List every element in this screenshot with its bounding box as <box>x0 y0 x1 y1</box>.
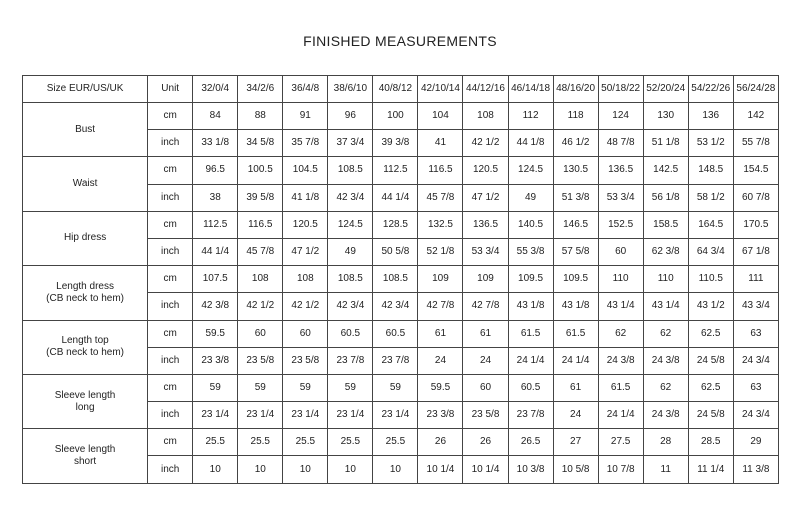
value-cell: 61 <box>418 320 463 347</box>
value-cell: 10 7/8 <box>598 456 643 483</box>
value-cell: 38 <box>193 184 238 211</box>
value-cell: 59 <box>193 374 238 401</box>
value-cell: 142.5 <box>643 157 688 184</box>
value-cell: 25.5 <box>193 429 238 456</box>
value-cell: 10 <box>238 456 283 483</box>
value-cell: 107.5 <box>193 266 238 293</box>
size-column-header: 50/18/22 <box>598 76 643 103</box>
value-cell: 62 <box>643 374 688 401</box>
value-cell: 108.5 <box>373 266 418 293</box>
value-cell: 43 1/2 <box>688 293 733 320</box>
size-column-header: 32/0/4 <box>193 76 238 103</box>
value-cell: 108 <box>283 266 328 293</box>
value-cell: 59 <box>328 374 373 401</box>
value-cell: 55 7/8 <box>733 130 778 157</box>
size-column-header: 54/22/26 <box>688 76 733 103</box>
value-cell: 124.5 <box>508 157 553 184</box>
value-cell: 60 <box>463 374 508 401</box>
value-cell: 24 5/8 <box>688 402 733 429</box>
value-cell: 110 <box>643 266 688 293</box>
size-column-header: 48/16/20 <box>553 76 598 103</box>
value-cell: 24 <box>553 402 598 429</box>
value-cell: 26 <box>463 429 508 456</box>
value-cell: 10 1/4 <box>463 456 508 483</box>
measurements-body <box>23 103 779 484</box>
value-cell: 60 <box>283 320 328 347</box>
measurement-label-line: Length dress <box>56 280 114 292</box>
value-cell: 10 <box>193 456 238 483</box>
measurement-label <box>23 429 148 483</box>
value-cell: 25.5 <box>283 429 328 456</box>
value-cell: 152.5 <box>598 211 643 238</box>
page-title: FINISHED MEASUREMENTS <box>303 33 497 49</box>
table-row <box>23 211 779 238</box>
value-cell: 46 1/2 <box>553 130 598 157</box>
value-cell: 28.5 <box>688 429 733 456</box>
value-cell: 104 <box>418 103 463 130</box>
unit-cell: cm <box>148 374 193 401</box>
value-cell: 60 7/8 <box>733 184 778 211</box>
value-cell: 43 1/4 <box>598 293 643 320</box>
size-column-header: 40/8/12 <box>373 76 418 103</box>
value-cell: 26.5 <box>508 429 553 456</box>
value-cell: 24 3/8 <box>643 402 688 429</box>
unit-cell: cm <box>148 211 193 238</box>
value-cell: 42 1/2 <box>238 293 283 320</box>
value-cell: 120.5 <box>283 211 328 238</box>
value-cell: 45 7/8 <box>418 184 463 211</box>
value-cell: 132.5 <box>418 211 463 238</box>
value-cell: 128.5 <box>373 211 418 238</box>
value-cell: 25.5 <box>328 429 373 456</box>
measurement-label-line: Hip dress <box>63 232 107 244</box>
value-cell: 53 1/2 <box>688 130 733 157</box>
value-cell: 109.5 <box>508 266 553 293</box>
value-cell: 10 <box>328 456 373 483</box>
value-cell: 25.5 <box>238 429 283 456</box>
size-column-header: 46/14/18 <box>508 76 553 103</box>
value-cell: 42 1/2 <box>283 293 328 320</box>
value-cell: 44 1/4 <box>373 184 418 211</box>
unit-header: Unit <box>148 76 193 103</box>
value-cell: 118 <box>553 103 598 130</box>
size-column-header: 44/12/16 <box>463 76 508 103</box>
value-cell: 23 3/8 <box>418 402 463 429</box>
value-cell: 60 <box>238 320 283 347</box>
value-cell: 108 <box>463 103 508 130</box>
value-cell: 24 5/8 <box>688 347 733 374</box>
value-cell: 100.5 <box>238 157 283 184</box>
value-cell: 23 7/8 <box>508 402 553 429</box>
value-cell: 108.5 <box>328 157 373 184</box>
value-cell: 140.5 <box>508 211 553 238</box>
unit-cell: cm <box>148 266 193 293</box>
value-cell: 59.5 <box>418 374 463 401</box>
value-cell: 108 <box>238 266 283 293</box>
value-cell: 24 1/4 <box>598 402 643 429</box>
value-cell: 58 1/2 <box>688 184 733 211</box>
value-cell: 158.5 <box>643 211 688 238</box>
value-cell: 43 1/8 <box>553 293 598 320</box>
header-row <box>23 76 779 103</box>
value-cell: 124.5 <box>328 211 373 238</box>
value-cell: 35 7/8 <box>283 130 328 157</box>
measurement-label <box>23 103 148 157</box>
value-cell: 62.5 <box>688 320 733 347</box>
value-cell: 24 3/8 <box>643 347 688 374</box>
value-cell: 53 3/4 <box>598 184 643 211</box>
value-cell: 39 5/8 <box>238 184 283 211</box>
value-cell: 11 3/8 <box>733 456 778 483</box>
measurements-table <box>22 75 779 484</box>
value-cell: 109 <box>418 266 463 293</box>
value-cell: 10 5/8 <box>553 456 598 483</box>
unit-cell: cm <box>148 103 193 130</box>
value-cell: 33 1/8 <box>193 130 238 157</box>
value-cell: 10 1/4 <box>418 456 463 483</box>
value-cell: 96.5 <box>193 157 238 184</box>
value-cell: 88 <box>238 103 283 130</box>
value-cell: 124 <box>598 103 643 130</box>
value-cell: 62.5 <box>688 374 733 401</box>
value-cell: 136.5 <box>463 211 508 238</box>
value-cell: 142 <box>733 103 778 130</box>
value-cell: 44 1/8 <box>508 130 553 157</box>
value-cell: 52 1/8 <box>418 238 463 265</box>
value-cell: 28 <box>643 429 688 456</box>
table-row <box>23 320 779 347</box>
value-cell: 23 1/4 <box>238 402 283 429</box>
value-cell: 24 1/4 <box>553 347 598 374</box>
value-cell: 10 3/8 <box>508 456 553 483</box>
value-cell: 10 <box>283 456 328 483</box>
value-cell: 108.5 <box>328 266 373 293</box>
value-cell: 61.5 <box>508 320 553 347</box>
value-cell: 116.5 <box>418 157 463 184</box>
size-column-header: 34/2/6 <box>238 76 283 103</box>
value-cell: 47 1/2 <box>283 238 328 265</box>
value-cell: 170.5 <box>733 211 778 238</box>
value-cell: 59 <box>283 374 328 401</box>
measurement-label-line: Sleeve length <box>54 443 116 455</box>
value-cell: 53 3/4 <box>463 238 508 265</box>
value-cell: 59 <box>373 374 418 401</box>
value-cell: 136 <box>688 103 733 130</box>
value-cell: 23 1/4 <box>328 402 373 429</box>
value-cell: 24 <box>463 347 508 374</box>
value-cell: 43 1/4 <box>643 293 688 320</box>
size-column-header: 56/24/28 <box>733 76 778 103</box>
measurement-label-line: Bust <box>75 123 96 135</box>
value-cell: 112 <box>508 103 553 130</box>
value-cell: 23 3/8 <box>193 347 238 374</box>
value-cell: 24 1/4 <box>508 347 553 374</box>
unit-cell: inch <box>148 347 193 374</box>
value-cell: 148.5 <box>688 157 733 184</box>
measurement-label-line: short <box>73 455 97 467</box>
unit-cell: inch <box>148 456 193 483</box>
unit-cell: inch <box>148 402 193 429</box>
measurement-label-line: Sleeve length <box>54 389 116 401</box>
value-cell: 59.5 <box>193 320 238 347</box>
measurement-label-line: long <box>75 401 95 413</box>
value-cell: 23 5/8 <box>238 347 283 374</box>
value-cell: 44 1/4 <box>193 238 238 265</box>
value-cell: 41 1/8 <box>283 184 328 211</box>
value-cell: 43 1/8 <box>508 293 553 320</box>
value-cell: 96 <box>328 103 373 130</box>
value-cell: 62 <box>643 320 688 347</box>
measurement-label <box>23 157 148 211</box>
value-cell: 42 3/4 <box>328 184 373 211</box>
value-cell: 34 5/8 <box>238 130 283 157</box>
value-cell: 109.5 <box>553 266 598 293</box>
value-cell: 56 1/8 <box>643 184 688 211</box>
value-cell: 23 1/4 <box>283 402 328 429</box>
value-cell: 24 3/4 <box>733 402 778 429</box>
value-cell: 104.5 <box>283 157 328 184</box>
value-cell: 27.5 <box>598 429 643 456</box>
value-cell: 61 <box>553 374 598 401</box>
value-cell: 47 1/2 <box>463 184 508 211</box>
value-cell: 51 1/8 <box>643 130 688 157</box>
value-cell: 11 1/4 <box>688 456 733 483</box>
measurement-label-line: Waist <box>72 178 98 190</box>
value-cell: 60.5 <box>328 320 373 347</box>
measurement-label <box>23 320 148 374</box>
value-cell: 136.5 <box>598 157 643 184</box>
table-row <box>23 266 779 293</box>
value-cell: 60.5 <box>373 320 418 347</box>
measurement-label <box>23 266 148 320</box>
value-cell: 23 7/8 <box>328 347 373 374</box>
value-cell: 43 3/4 <box>733 293 778 320</box>
value-cell: 60 <box>598 238 643 265</box>
value-cell: 63 <box>733 374 778 401</box>
table-row <box>23 429 779 456</box>
table-row <box>23 103 779 130</box>
value-cell: 23 1/4 <box>193 402 238 429</box>
unit-cell: inch <box>148 184 193 211</box>
value-cell: 64 3/4 <box>688 238 733 265</box>
unit-cell: cm <box>148 429 193 456</box>
value-cell: 61.5 <box>553 320 598 347</box>
value-cell: 25.5 <box>373 429 418 456</box>
value-cell: 23 1/4 <box>373 402 418 429</box>
value-cell: 42 3/8 <box>193 293 238 320</box>
measurement-label <box>23 211 148 265</box>
value-cell: 50 5/8 <box>373 238 418 265</box>
value-cell: 29 <box>733 429 778 456</box>
value-cell: 42 7/8 <box>463 293 508 320</box>
value-cell: 39 3/8 <box>373 130 418 157</box>
value-cell: 130.5 <box>553 157 598 184</box>
value-cell: 130 <box>643 103 688 130</box>
measurement-label-line: (CB neck to hem) <box>46 347 124 359</box>
value-cell: 45 7/8 <box>238 238 283 265</box>
value-cell: 24 3/8 <box>598 347 643 374</box>
value-cell: 23 5/8 <box>283 347 328 374</box>
measurement-label <box>23 374 148 428</box>
value-cell: 91 <box>283 103 328 130</box>
value-cell: 48 7/8 <box>598 130 643 157</box>
value-cell: 110 <box>598 266 643 293</box>
value-cell: 112.5 <box>373 157 418 184</box>
value-cell: 49 <box>328 238 373 265</box>
value-cell: 109 <box>463 266 508 293</box>
value-cell: 42 7/8 <box>418 293 463 320</box>
size-column-header: 52/20/24 <box>643 76 688 103</box>
unit-cell: cm <box>148 320 193 347</box>
value-cell: 112.5 <box>193 211 238 238</box>
size-column-header: 36/4/8 <box>283 76 328 103</box>
value-cell: 100 <box>373 103 418 130</box>
measurement-label-line: (CB neck to hem) <box>46 292 124 304</box>
value-cell: 51 3/8 <box>553 184 598 211</box>
size-column-header: 38/6/10 <box>328 76 373 103</box>
value-cell: 27 <box>553 429 598 456</box>
value-cell: 164.5 <box>688 211 733 238</box>
value-cell: 42 3/4 <box>328 293 373 320</box>
size-column-header: 42/10/14 <box>418 76 463 103</box>
value-cell: 55 3/8 <box>508 238 553 265</box>
value-cell: 42 1/2 <box>463 130 508 157</box>
value-cell: 23 5/8 <box>463 402 508 429</box>
value-cell: 10 <box>373 456 418 483</box>
value-cell: 26 <box>418 429 463 456</box>
value-cell: 62 <box>598 320 643 347</box>
value-cell: 59 <box>238 374 283 401</box>
unit-cell: inch <box>148 130 193 157</box>
measurement-label-line: Length top <box>61 335 109 347</box>
unit-cell: cm <box>148 157 193 184</box>
value-cell: 111 <box>733 266 778 293</box>
size-header: Size EUR/US/UK <box>23 76 148 103</box>
value-cell: 63 <box>733 320 778 347</box>
value-cell: 42 3/4 <box>373 293 418 320</box>
value-cell: 24 <box>418 347 463 374</box>
value-cell: 41 <box>418 130 463 157</box>
value-cell: 84 <box>193 103 238 130</box>
value-cell: 23 7/8 <box>373 347 418 374</box>
value-cell: 146.5 <box>553 211 598 238</box>
value-cell: 110.5 <box>688 266 733 293</box>
value-cell: 57 5/8 <box>553 238 598 265</box>
value-cell: 24 3/4 <box>733 347 778 374</box>
unit-cell: inch <box>148 293 193 320</box>
value-cell: 154.5 <box>733 157 778 184</box>
value-cell: 116.5 <box>238 211 283 238</box>
value-cell: 61 <box>463 320 508 347</box>
value-cell: 49 <box>508 184 553 211</box>
value-cell: 61.5 <box>598 374 643 401</box>
value-cell: 62 3/8 <box>643 238 688 265</box>
value-cell: 67 1/8 <box>733 238 778 265</box>
table-row <box>23 157 779 184</box>
value-cell: 60.5 <box>508 374 553 401</box>
unit-cell: inch <box>148 238 193 265</box>
value-cell: 37 3/4 <box>328 130 373 157</box>
value-cell: 11 <box>643 456 688 483</box>
value-cell: 120.5 <box>463 157 508 184</box>
table-row <box>23 374 779 401</box>
